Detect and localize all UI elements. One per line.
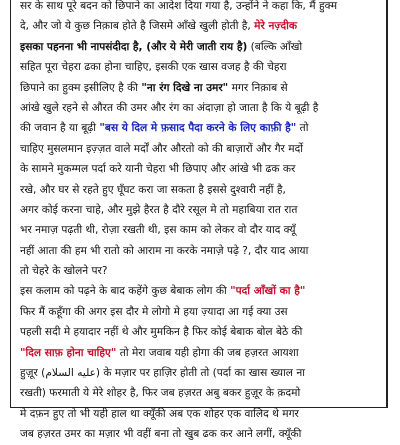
- text-line: [20, 363, 372, 383]
- text-segment: फिर मैं कहूँगा की अगर इस दौर मे लोगो मे हया ज़्यादा आ गई क्या उस: [20, 305, 288, 318]
- text-line: [20, 180, 372, 200]
- text-segment: सर के साथ पूरे बदन को छिपाने का आदेश दिया गया है, उन्होंने ने कहा कि, मैं हुक्म: [20, 0, 338, 12]
- text-segment: भर नमाज़ पढ़ती थी, रोज़ा रखती थी, इस काम को लेकर वो दौर याद क्यूँ: [20, 224, 296, 237]
- text-line: [20, 281, 372, 301]
- text-segment: जब हज़रत उमर का मज़ार भी वहीं बना तो खुब ढक कर आने लगीं, क्यूँकी: [20, 428, 302, 441]
- text-line: [20, 261, 372, 281]
- text-line: [20, 220, 372, 240]
- text-line: [20, 37, 372, 57]
- text-segment: मगर निक़ाब से: [228, 81, 288, 94]
- highlighted-phrase: मेरे नज़्दीक: [254, 20, 297, 33]
- text-line: [20, 404, 372, 424]
- text-segment: आंखे खुले रहने से औरत की उमर और रंग का अंदाज़ा हो जाता है कि ये बूढ़ी है: [20, 101, 319, 114]
- bold-phrase: इसका पहनना भी नापसंदीदा है, (और ये मेरी जाती राय है): [20, 40, 248, 53]
- text-segment: दे, और जो ये कुछ निक़ाब होते है जिसमे आँखे खुली होती है,: [20, 20, 255, 33]
- document-body: [20, 0, 372, 445]
- highlighted-phrase: "बस ये दिल मे फ़साद पैदा करने के लिए काफ़ी है": [99, 122, 297, 135]
- highlighted-phrase: "दिल साफ़ होना चाहिए": [20, 346, 117, 359]
- text-segment: हुज़ूर (عليه السلام) के मज़ार पर हाज़िर होती तो (पर्दा का खास ख्याल ना: [20, 367, 305, 380]
- text-segment: इस कलाम को पढ़ने के बाद कहेंगे कुछ बेबाक लोग की: [20, 285, 231, 298]
- text-segment: मे दफ़न हुए तो भी यही हाल था क्यूँकी अब एक शोहर एक वालिद थे मगर: [20, 407, 299, 420]
- text-line: [20, 139, 372, 159]
- text-line: [20, 98, 372, 118]
- text-segment: तो: [296, 122, 309, 135]
- text-line: [20, 78, 372, 98]
- text-segment: तो चेहरे के खोलने पर?: [20, 265, 108, 278]
- text-line: [20, 118, 372, 138]
- text-line: [20, 16, 372, 36]
- text-segment: सहित पूरा चेहरा ढका होना चाहिए, इसकी एक खास वजह है की चेहरा: [20, 61, 287, 74]
- text-segment: चाहिए मुसलमान इज़्ज़त वाले मर्दों और औरतो को की बाज़ारों और गैर मर्दो: [20, 142, 303, 155]
- text-segment: अगर कोई करना चाहे, और मुझे हैरत है दौरे रसूल मे तो महाबिया रात रात: [20, 203, 298, 216]
- highlighted-phrase: "पर्दा आँखों का है": [230, 285, 306, 298]
- text-segment: की जवान है या बूढ़ी: [20, 122, 100, 135]
- text-line: [20, 0, 372, 16]
- text-segment: रखती) फरमाती ये मेरे शोहर है, फिर जब हज़रत अबु बकर हुज़ूर के क़दमो: [20, 387, 301, 400]
- text-line: [20, 302, 372, 322]
- text-line: [20, 322, 372, 342]
- text-line: [20, 241, 372, 261]
- text-segment: के सामने मुकम्मल पर्दा करे यानी चेहरा भी छिपाए और आंखे भी ढक कर: [20, 163, 296, 176]
- text-line: [20, 383, 372, 403]
- text-line: [20, 200, 372, 220]
- text-line: [20, 343, 372, 363]
- text-segment: छिपाने का हुक्म इसीलिए है की: [20, 81, 142, 94]
- text-segment: रखे, और घर से रहते हुए घूँघट करा जा सकता है इससे दुश्वारी नहीं है,: [20, 183, 286, 196]
- text-segment: तो मेरा जवाब यही होगा की जब हज़रत आयशा: [116, 346, 299, 359]
- text-line: [20, 57, 372, 77]
- bold-phrase: "ना रंग दिखे ना उमर": [141, 81, 229, 94]
- text-segment: (बल्कि आँखो: [247, 40, 303, 53]
- text-segment: नहीं आता की हम भी रातो को आराम ना करके नमाज़े पढ़े ?, दौर याद आया: [20, 244, 309, 257]
- text-line: [20, 159, 372, 179]
- text-segment: पहली सदी मे हयादार नहीं थे और मुमकिन है फिर कोई बेबाक बोल बेठे की: [20, 326, 303, 339]
- text-line: [20, 424, 372, 444]
